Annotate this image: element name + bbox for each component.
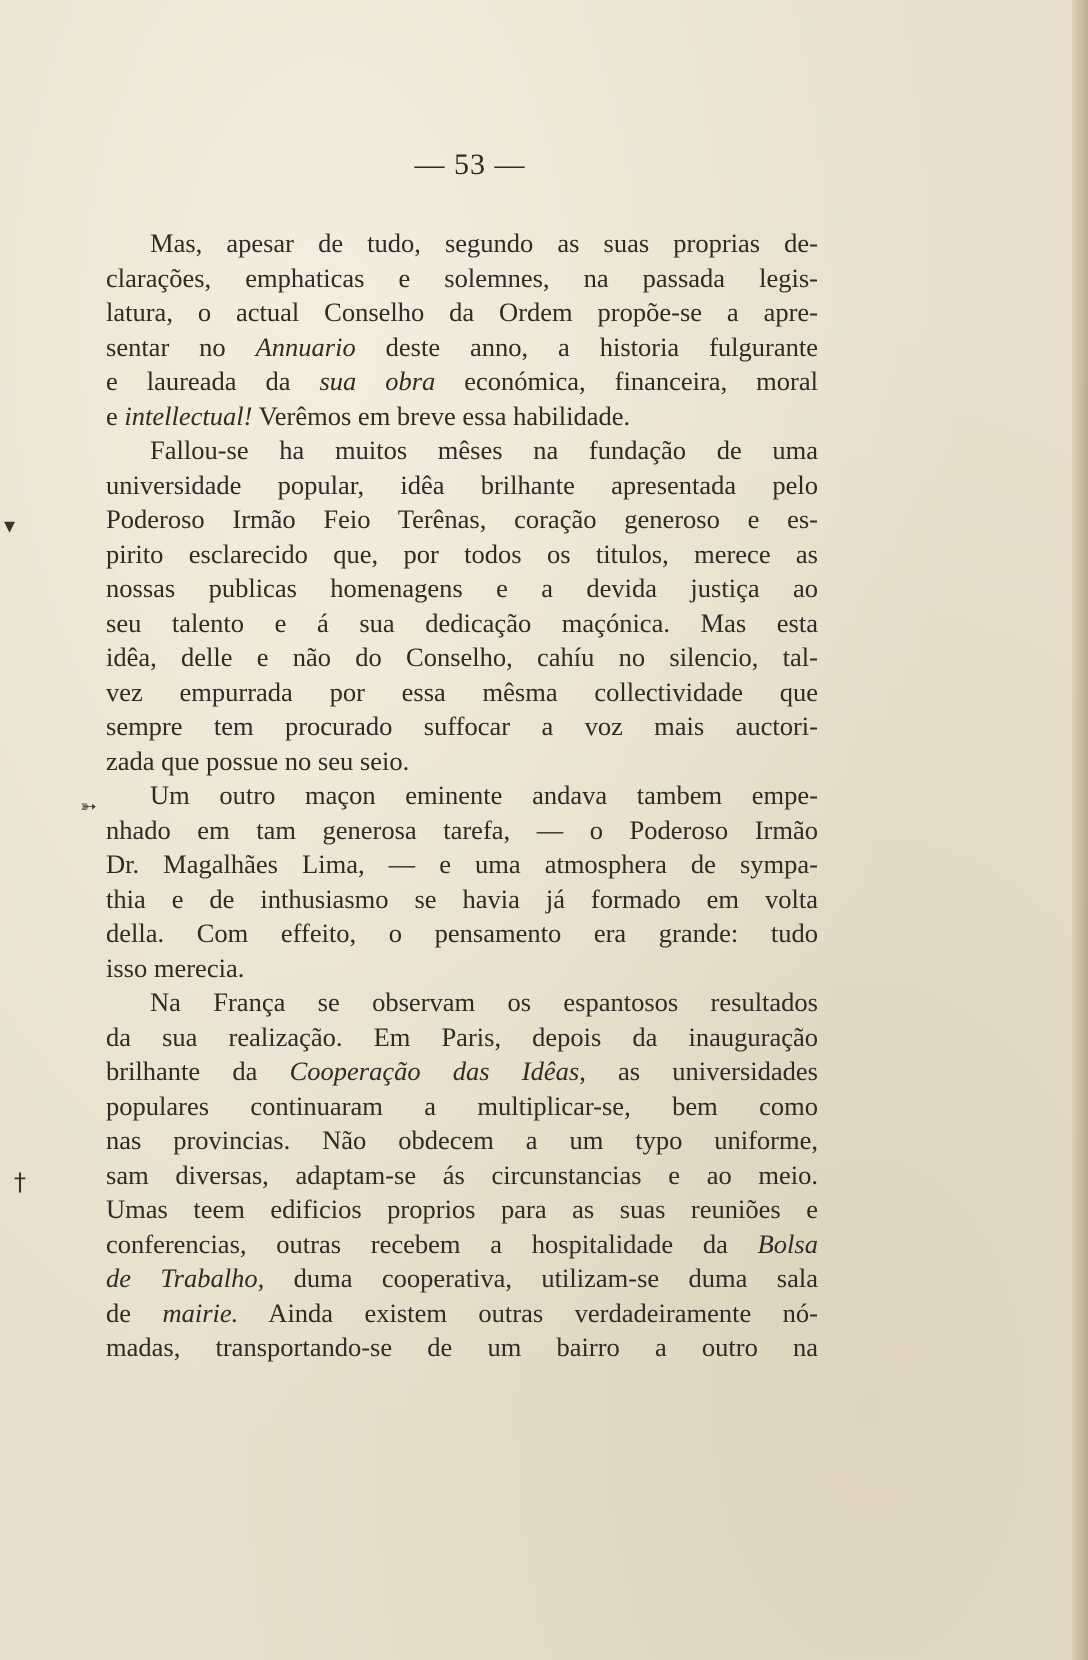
text-line: universidade popular, idêa brilhante apresentada pelo [106,469,818,500]
page-number: — 53 — [414,148,526,181]
text-line: zada que possue no seu seio. [106,745,410,776]
italic-title: Bolsa [757,1228,818,1259]
paragraph [106,433,818,778]
text-line: sentar no Annuario deste anno, a historia fulgurante [106,331,818,362]
paragraph [106,226,818,433]
text-line: latura, o actual Conselho da Ordem propõe-se a apre- [106,297,818,327]
text-line: sempre tem procurado suffocar a voz mais auctori- [106,711,818,741]
text-line: della. Com effeito, o pensamento era grande: tudo [106,918,818,948]
body-text [106,226,818,1365]
text-line: da sua realização. Em Paris, depois da inauguração [106,1021,818,1052]
text-line: Poderoso Irmão Feio Terênas, coração generoso e es- [106,504,818,534]
italic-title: Cooperação das Idêas [289,1056,580,1086]
text-line: clarações, emphaticas e solemnes, na passada legis- [106,262,818,293]
text-line: de Trabalho, duma cooperativa, utilizam-se duma sala [106,1263,818,1293]
text-line: brilhante da Cooperação das Idêas, as universidades [106,1056,818,1086]
text-line: sam diversas, adaptam-se ás circunstancias e ao meio. [106,1159,818,1190]
italic-title: de Trabalho, [106,1263,265,1293]
text-line: pirito esclarecido que, por todos os titulos, merece as [106,538,818,569]
text-line: isso merecia. [106,952,245,983]
italic-term: mairie. [162,1297,239,1328]
paragraph [106,985,818,1365]
text-line: Na França se observam os espantosos resultados [150,987,818,1017]
text-line: de mairie. Ainda existem outras verdadeiramente nó- [106,1297,818,1328]
text-line: e intellectual! Verêmos em breve essa habilidade. [106,400,631,431]
text-line: e laureada da sua obra económica, financeira, moral [106,366,818,396]
text-line: seu talento e á sua dedicação maçónica. Mas esta [106,607,818,638]
margin-mark-pointer: ➳ [80,794,97,818]
text-line: nas provincias. Não obdecem a um typo uniforme, [106,1125,818,1155]
text-line: Um outro maçon eminente andava tambem empe- [150,780,818,810]
text-line: vez empurrada por essa mêsma collectividade que [106,676,818,707]
italic-phrase: sua obra [319,366,436,396]
text-line: populares continuaram a multiplicar-se, bem como [106,1090,818,1121]
italic-phrase: intellectual! [124,400,253,431]
text-line: madas, transportando-se de um bairro a outro na [106,1332,818,1362]
text-line: nossas publicas homenagens e a devida justiça ao [106,573,818,603]
text-line: Dr. Magalhães Lima, — e uma atmosphera de sympa- [106,849,818,879]
text-line: Fallou-se ha muitos mêses na fundação de uma [150,435,818,465]
italic-title: Annuario [255,331,356,362]
margin-mark-arrow: ▾ [4,514,16,539]
margin-mark-cross: † [14,1168,26,1196]
text-line: conferencias, outras recebem a hospitalidade da Bolsa [106,1228,818,1259]
text-line: idêa, delle e não do Conselho, cahíu no silencio, tal- [106,642,818,672]
text-line: nhado em tam generosa tarefa, — o Poderoso Irmão [106,814,818,845]
text-line: Mas, apesar de tudo, segundo as suas proprias de- [150,228,818,258]
paragraph [106,778,818,985]
text-line: Umas teem edificios proprios para as suas reuniões e [106,1194,818,1224]
page-edge-shadow [1072,0,1088,1660]
text-line: thia e de inthusiasmo se havia já formado em volta [106,883,818,914]
